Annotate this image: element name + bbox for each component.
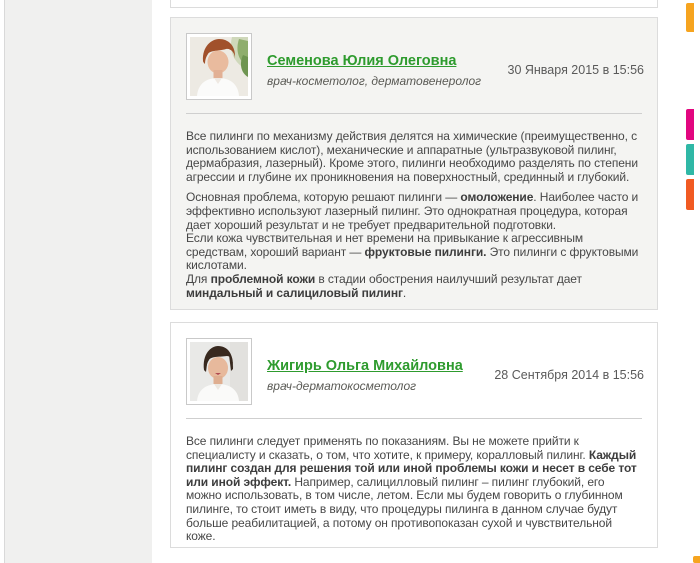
header-divider (186, 418, 642, 419)
answer-text: Все пилинги следует применять по показаниям. Вы не можете прийти к специалисту и сказать, о том, что хотите, к примеру, коралловый пилинг. Каждый пилинг создан для решения той или иной проблемы кожи и несет в себе тот или иной эффект. Например, салицилловый пилинг – пилинг глубокий, его можно использовать, в том числе, летом. Если мы будем говорить о глубинном пилинге, то стоит иметь в виду, что процедуры пилинга в данном случае будут больше реабилитацией, а потому он противопоказан сухой и чувствительной коже. (186, 434, 637, 544)
doctor-avatar-1[interactable] (186, 33, 252, 100)
previous-card-remnant (170, 0, 658, 8)
doctor-name-link[interactable]: Жигирь Ольга Михайловна (267, 358, 463, 374)
doctor-specialty: врач-дерматокосметолог (267, 379, 417, 393)
answer-card-1 (170, 17, 658, 310)
answer-card-2 (170, 322, 658, 548)
side-tab-magenta[interactable] (686, 109, 694, 140)
answer-date: 30 Января 2015 в 15:56 (507, 63, 644, 77)
doctor-avatar-2[interactable] (186, 338, 252, 405)
header-divider (186, 113, 642, 114)
side-tab-amber[interactable] (686, 3, 694, 32)
side-tab-teal[interactable] (686, 144, 694, 175)
side-tab-orange[interactable] (686, 179, 694, 210)
left-sidebar (4, 0, 152, 563)
side-tab-corner[interactable] (693, 556, 700, 563)
doctor-name-link[interactable]: Семенова Юлия Олеговна (267, 53, 457, 69)
answer-text: Все пилинги по механизму действия делятся на химические (преимущественно, с использованием кислот), механические и аппаратные (ультразвуковой пилинг, дермабразия, лазерный). Кроме этого, пилинги необходимо разделять по степени агрессии и глубине их проникновения на поверхностный, срединный и глубокий. Основная проблема, которую решают пилинги — омоложение. Наиболее часто и эффективно используют лазерный пилинг. Это однократная процедура, которая дает хороший результат и не требует предварительной подготовки. Если кожа чувствительная и нет времени на привыкание к агрессивным средствам, хороший вариант — фруктовые пилинги. Это пилинги с фруктовыми кислотами. Для проблемной кожи в стадии обострения наилучший результат дает миндальный и салициловый пилинг. (186, 129, 639, 300)
doctor-photo-icon (190, 342, 248, 401)
answer-date: 28 Сентября 2014 в 15:56 (494, 368, 644, 382)
doctor-photo-icon (190, 37, 248, 96)
doctor-specialty: врач-косметолог, дерматовенеролог (267, 74, 482, 88)
